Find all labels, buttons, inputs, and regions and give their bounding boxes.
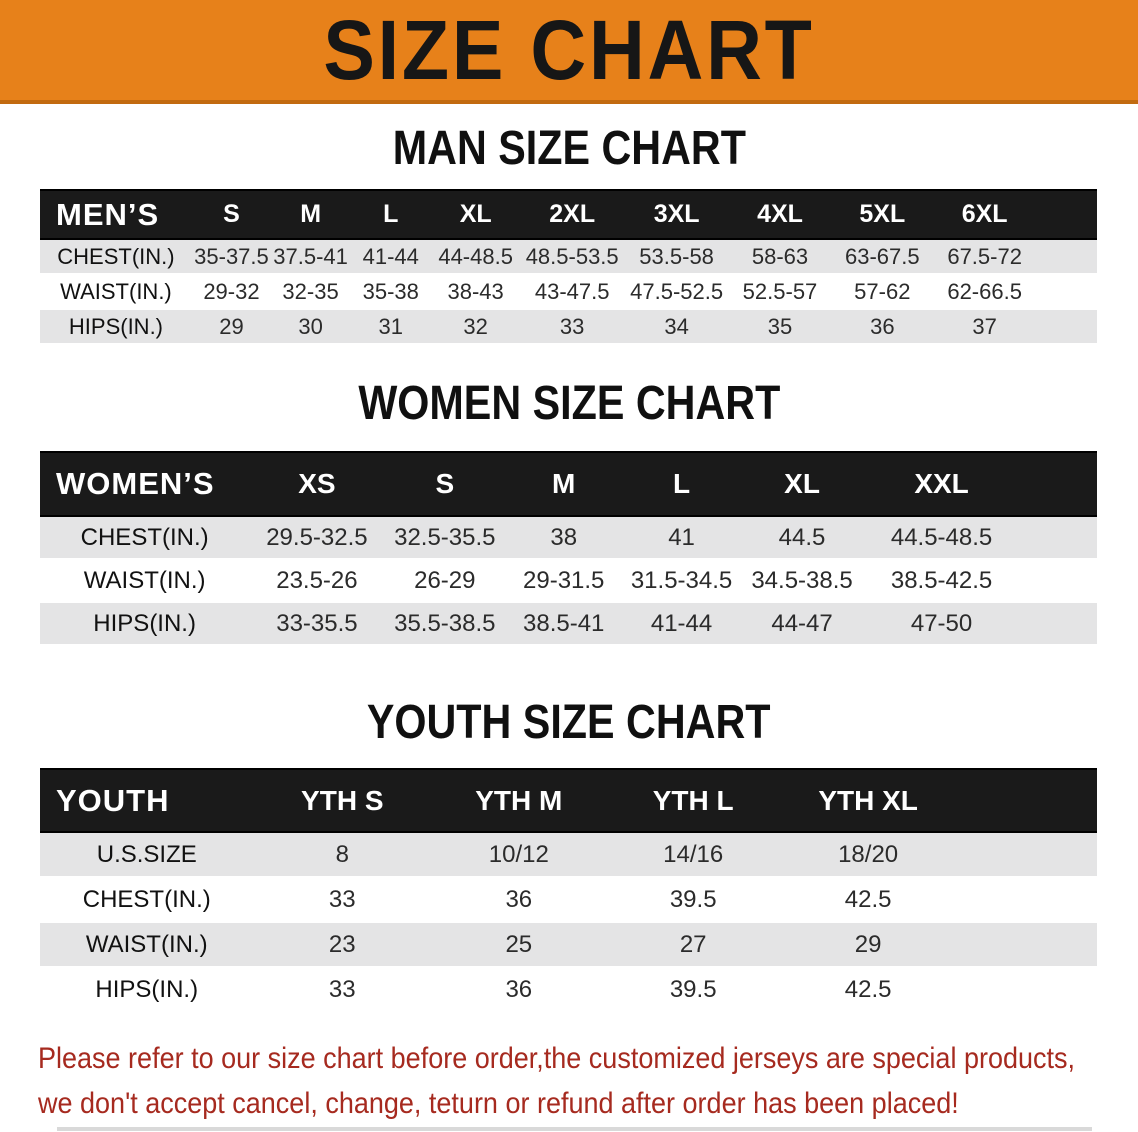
- man-section-title: [0, 122, 1138, 174]
- column-header: XL: [459, 200, 492, 228]
- cell-filler: [956, 878, 1097, 921]
- cell: 36: [870, 313, 895, 339]
- cell-filler: [1020, 517, 1097, 558]
- cell: 33: [559, 313, 585, 339]
- cell: 14/16: [663, 840, 724, 868]
- row-label: HIPS(IN.): [68, 313, 164, 339]
- cell: 32: [463, 313, 488, 339]
- table-header-label: YOUTH: [56, 782, 170, 818]
- cell: 30: [298, 313, 323, 339]
- column-header: L: [383, 200, 399, 228]
- cell-filler: [1036, 310, 1097, 343]
- womens-size-table: [40, 453, 1097, 644]
- cell: 35-38: [362, 278, 419, 304]
- table-row: [40, 603, 1097, 644]
- cell: 31: [378, 313, 403, 339]
- cell: 33-35.5: [276, 609, 358, 637]
- column-header: YTH M: [475, 784, 563, 816]
- cell: 25: [505, 930, 533, 958]
- cell: 42.5: [844, 975, 892, 1003]
- table-header-row: [40, 453, 1097, 515]
- column-header: XXL: [914, 468, 969, 499]
- cell: 37.5-41: [273, 243, 348, 269]
- cell: 44.5-48.5: [890, 523, 993, 551]
- column-header: XL: [784, 468, 820, 499]
- cell-filler: [956, 833, 1097, 876]
- cell: 31.5-34.5: [630, 566, 733, 594]
- column-header: YTH XL: [818, 784, 918, 816]
- women-section-title-text: WOMEN SIZE CHART: [358, 376, 780, 430]
- column-header: 5XL: [859, 200, 906, 228]
- cell: 43-47.5: [534, 278, 610, 304]
- cell: 29.5-32.5: [266, 523, 368, 551]
- column-header: S: [223, 200, 240, 228]
- cell: 35: [767, 313, 793, 339]
- cell-filler: [1036, 240, 1097, 273]
- disclaimer: [38, 1036, 1138, 1126]
- table-header-label: MEN’S: [56, 196, 160, 232]
- cell: 33: [328, 885, 356, 913]
- table-row: [40, 833, 1097, 876]
- row-label: WAIST(IN.): [60, 278, 172, 304]
- table-header-row: [40, 191, 1097, 238]
- row-label: CHEST(IN.): [80, 523, 209, 551]
- column-header: M: [552, 468, 576, 499]
- cell: 57-62: [854, 278, 911, 304]
- cell: 23: [328, 930, 356, 958]
- column-header: 4XL: [757, 200, 803, 228]
- cell: 58-63: [751, 243, 809, 269]
- mens-size-table: [40, 191, 1097, 343]
- column-header: YTH L: [652, 784, 734, 816]
- cell: 41: [668, 523, 695, 551]
- column-header: 2XL: [549, 200, 596, 228]
- cell-filler: [956, 923, 1097, 966]
- cell: 35-37.5: [194, 243, 269, 269]
- cell: 38-43: [447, 278, 504, 304]
- table-row: [40, 310, 1097, 343]
- bottom-divider: [57, 1127, 1092, 1131]
- cell: 27: [679, 930, 707, 958]
- table-header-row: [40, 770, 1097, 831]
- row-label: HIPS(IN.): [93, 609, 196, 637]
- cell: 39.5: [669, 885, 717, 913]
- cell: 44-48.5: [438, 243, 513, 269]
- cell: 52.5-57: [742, 278, 818, 304]
- cell: 10/12: [488, 840, 549, 868]
- cell: 39.5: [669, 975, 717, 1003]
- row-label: WAIST(IN.): [85, 930, 208, 958]
- row-label: WAIST(IN.): [83, 566, 206, 594]
- cell: 33: [328, 975, 356, 1003]
- cell: 41-44: [650, 609, 713, 637]
- cell: 48.5-53.5: [525, 243, 619, 269]
- cell-filler: [1020, 560, 1097, 601]
- cell: 36: [505, 885, 533, 913]
- cell: 34: [664, 313, 689, 339]
- cell: 47-50: [910, 609, 973, 637]
- cell: 38.5-41: [523, 609, 605, 637]
- women-section-title: [0, 377, 1138, 429]
- table-row: [40, 275, 1097, 308]
- cell: 18/20: [838, 840, 899, 868]
- column-header: L: [672, 468, 691, 499]
- cell: 63-67.5: [845, 243, 920, 269]
- cell-filler: [1020, 603, 1097, 644]
- column-header: 6XL: [961, 200, 1008, 228]
- cell: 53.5-58: [639, 243, 714, 269]
- header-filler: [956, 770, 1097, 831]
- table-header-label: WOMEN’S: [56, 466, 215, 501]
- column-header: M: [300, 200, 322, 228]
- cell: 62-66.5: [947, 278, 1022, 304]
- table-row: [40, 517, 1097, 558]
- disclaimer-line-2: we don't accept cancel, change, teturn or refund after order has been placed!: [38, 1087, 959, 1120]
- cell: 37: [972, 313, 997, 339]
- cell: 29: [854, 930, 882, 958]
- cell: 36: [505, 975, 533, 1003]
- cell: 47.5-52.5: [630, 278, 724, 304]
- cell: 23.5-26: [276, 566, 358, 594]
- cell: 42.5: [844, 885, 892, 913]
- table-row: [40, 560, 1097, 601]
- cell: 26-29: [414, 566, 476, 594]
- cell: 32-35: [282, 278, 339, 304]
- table-row: [40, 968, 1097, 1011]
- youth-section-title: [0, 696, 1138, 748]
- cell: 38: [550, 523, 578, 551]
- size-chart-banner: [0, 0, 1138, 104]
- header-filler: [1020, 453, 1097, 515]
- column-header: S: [435, 468, 455, 499]
- row-label: HIPS(IN.): [95, 975, 199, 1003]
- cell: 41-44: [362, 243, 419, 269]
- cell: 67.5-72: [947, 243, 1022, 269]
- man-section-title-text: MAN SIZE CHART: [392, 121, 746, 175]
- cell: 34.5-38.5: [751, 566, 853, 594]
- cell-filler: [1036, 275, 1097, 308]
- youth-size-table: [40, 770, 1097, 1011]
- table-row: [40, 240, 1097, 273]
- table-row: [40, 878, 1097, 921]
- row-label: U.S.SIZE: [96, 840, 197, 868]
- cell-filler: [956, 968, 1097, 1011]
- row-label: CHEST(IN.): [57, 243, 175, 269]
- table-row: [40, 923, 1097, 966]
- column-header: 3XL: [653, 200, 700, 228]
- header-filler: [1036, 191, 1097, 238]
- cell: 44-47: [771, 609, 833, 637]
- youth-section-title-text: YOUTH SIZE CHART: [367, 695, 771, 749]
- disclaimer-line-1: Please refer to our size chart before order,the customized jerseys are special products,: [38, 1042, 1076, 1075]
- row-label: CHEST(IN.): [82, 885, 211, 913]
- cell: 29-31.5: [523, 566, 605, 594]
- cell: 8: [335, 840, 349, 868]
- cell: 29: [219, 313, 244, 339]
- cell: 44.5: [778, 523, 826, 551]
- cell: 35.5-38.5: [394, 609, 496, 637]
- cell: 32.5-35.5: [394, 523, 496, 551]
- column-header: YTH S: [301, 784, 384, 816]
- cell: 38.5-42.5: [890, 566, 993, 594]
- column-header: XS: [298, 468, 336, 499]
- cell: 29-32: [203, 278, 260, 304]
- banner-title: SIZE CHART: [323, 2, 815, 97]
